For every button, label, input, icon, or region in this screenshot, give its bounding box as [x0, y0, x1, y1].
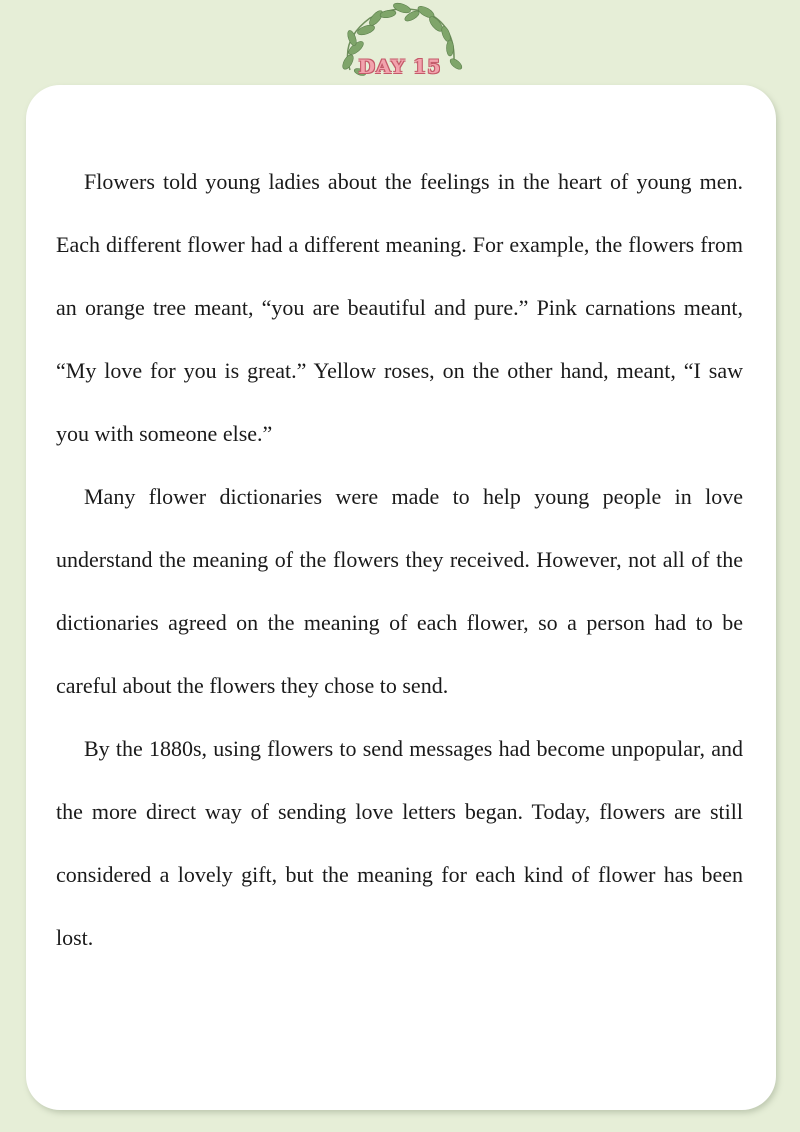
- paragraph-3: By the 1880s, using flowers to send messages had become unpopular, and the more direct way of sending love letters began. Today, flowers are still considered a lovely gift, but the meaning for each kind of flower has been lost.: [56, 736, 743, 950]
- day-label: DAY 15: [358, 56, 442, 78]
- paragraph-2: Many flower dictionaries were made to help young people in love understand the meaning of the flowers they received. However, not all of the dictionaries agreed on the meaning of each flower, so a person had to be careful about the flowers they chose to send.: [56, 484, 743, 698]
- reading-passage: [56, 150, 743, 969]
- paragraph-1: Flowers told young ladies about the feelings in the heart of young men. Each different flower had a different meaning. For example, the flowers from an orange tree meant, “you are beautiful and pure.” Pink carnations meant, “My love for you is great.” Yellow roses, on the other hand, meant, “I saw you with someone else.”: [56, 169, 743, 446]
- reading-card: [26, 85, 776, 1110]
- day-badge: [330, 0, 470, 90]
